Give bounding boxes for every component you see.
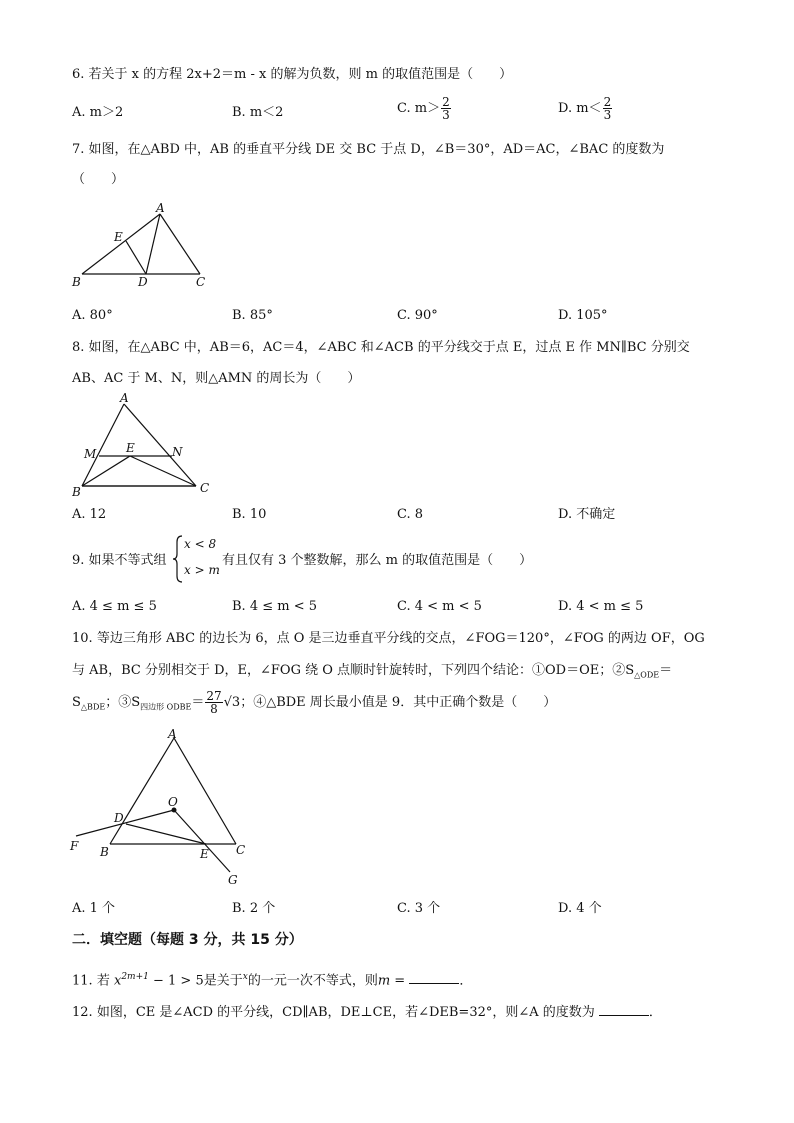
q11-answer-blank[interactable] [409,983,459,984]
q10-option-c[interactable]: C. 3 个 [397,901,441,916]
q9-option-d[interactable]: D. 4 < m ≤ 5 [558,599,644,614]
q11-expr-rest: − 1 > 5 [148,973,204,989]
q11-mid: 是关于 [203,973,243,989]
q10-label-a: A [168,727,177,741]
q6-option-d-fraction: $\frac{2}{3}$ [603,95,612,122]
q10-sub-quad: 四边形 ODBE [140,702,192,712]
q10-label-d: D [114,811,124,825]
q9-option-b[interactable]: B. 4 ≤ m < 5 [232,599,318,614]
q7-number: 7. [72,142,85,157]
q11-expr-base: x [113,973,122,989]
q10-option-a[interactable]: A. 1 个 [72,901,116,916]
q8-option-d[interactable]: D. 不确定 [558,507,616,522]
q11-end: ． [459,973,473,989]
q10-stem-line2 [72,662,672,685]
q10-label-g: G [228,873,238,887]
q8-option-b[interactable]: B. 10 [232,507,267,522]
q6-number: 6. [72,67,85,82]
q10-equals: ＝ [659,663,673,678]
q10-sqrt: √3 [223,695,241,710]
q6-option-c-fraction: $\frac{2}{3}$ [442,95,450,122]
q10-stem-line1 [72,630,705,648]
q7-paren: （ ） [72,172,125,187]
q10-text-3a: S [72,695,81,710]
q8-figure [72,390,212,498]
q10-option-d[interactable]: D. 4 个 [558,901,602,916]
q9-text-b: 有且仅有 3 个整数解，那么 m 的取值范围是（ ） [222,553,533,568]
q12-text: 如图，CE 是∠ACD 的平分线，CD∥AB，DE⊥CE，若∠DEB=32°，则∠A 的度数为 [96,1005,595,1020]
q12-stem [72,1004,662,1022]
q8-option-c[interactable]: C. 8 [397,507,424,522]
q9-system-line2: x > m [184,563,220,577]
q10-label-e: E [200,847,209,861]
q11-var: x [242,972,248,982]
q9-brace [172,534,184,584]
q6-stem [72,66,512,84]
q11-pre: 若 [96,973,110,989]
q10-sub-bde: △BDE [80,702,106,712]
q10-label-o: O [168,795,178,809]
q10-label-c: C [236,843,246,857]
q8-text-1: 如图，在△ABC 中，AB＝6，AC＝4，∠ABC 和∠ACB 的平分线交于点 E，过点 E 作 MN∥BC 分别交 [88,340,690,355]
q10-text-3c: ＝ [191,695,205,710]
q10-text-3b: ；③S [105,695,141,710]
q9-option-a[interactable]: A. 4 ≤ m ≤ 5 [72,599,157,614]
q10-text-3d: ；④△BDE 周长最小值是 9．其中正确个数是（ ） [240,695,557,710]
q7-option-d[interactable]: D. 105° [558,308,608,323]
q10-fraction: $\frac{27}{8}$ [206,689,222,716]
q8-option-a[interactable]: A. 12 [72,507,107,522]
q9-option-c[interactable]: C. 4 < m < 5 [397,599,482,614]
q10-stem-line3 [72,690,556,717]
q8-label-a: A [120,391,129,405]
q7-label-c: C [196,275,206,289]
q11-number: 11. [72,973,93,989]
q7-option-c[interactable]: C. 90° [397,308,438,323]
q10-label-f: F [70,839,79,853]
q8-stem-line2: AB、AC 于 M、N，则△AMN 的周长为（ ） [72,371,361,386]
q11-stem [72,968,472,990]
q8-label-b: B [72,485,81,498]
q11-ans: m = [377,973,406,989]
q8-label-c: C [200,481,210,495]
q6-option-c[interactable] [397,96,452,121]
q6-option-a[interactable]: A. m＞2 [72,105,124,120]
q7-option-a[interactable]: A. 80° [72,308,113,323]
q6-option-d[interactable] [558,96,613,121]
q8-stem-line1 [72,339,690,357]
q12-number: 12. [72,1005,93,1020]
q8-label-n: N [172,445,183,459]
q9-number: 9. [72,553,85,568]
q10-figure [66,726,266,891]
q6-option-b[interactable]: B. m＜2 [232,105,284,120]
q10-sub-ode: △ODE [634,670,660,680]
q6-option-c-label: C. m＞ [397,101,441,116]
q7-label-e: E [114,230,123,244]
q6-option-d-label: D. m＜ [558,101,602,116]
section-2-title: 二．填空题（每题 3 分，共 15 分） [72,932,303,948]
q8-label-e: E [126,441,135,455]
q8-number: 8. [72,340,85,355]
q11-expr-sup: 2m+1 [121,972,149,982]
q7-option-b[interactable]: B. 85° [232,308,273,323]
q7-text: 如图，在△ABD 中，AB 的垂直平分线 DE 交 BC 于点 D，∠B＝30°，AD＝AC，∠BAC 的度数为 [88,142,665,157]
q7-label-d: D [138,275,148,289]
q10-number: 10. [72,631,93,646]
q12-end: ． [648,1005,662,1020]
q10-option-b[interactable]: B. 2 个 [232,901,276,916]
q9-system-line1: x < 8 [184,537,217,551]
q7-figure [70,200,220,292]
q9-stem-a [72,552,167,570]
q7-stem [72,141,664,159]
q10-text-2: 与 AB，BC 分别相交于 D，E，∠FOG 绕 O 点顺时针旋转时，下列四个结论：①OD＝OE；②S [72,663,635,678]
q10-label-b: B [100,845,109,859]
q7-label-a: A [156,201,165,215]
q12-answer-blank[interactable] [599,1015,649,1016]
q7-label-b: B [72,275,81,289]
q11-post: 的一元一次不等式，则 [247,973,378,989]
q6-text: 若关于 x 的方程 2x+2＝m - x 的解为负数，则 m 的取值范围是（ ） [88,67,513,82]
q10-text-1: 等边三角形 ABC 的边长为 6，点 O 是三边垂直平分线的交点，∠FOG＝120°，∠FOG 的两边 OF，OG [96,631,705,646]
q8-label-m: M [84,447,97,461]
q9-text-a: 如果不等式组 [88,553,167,568]
